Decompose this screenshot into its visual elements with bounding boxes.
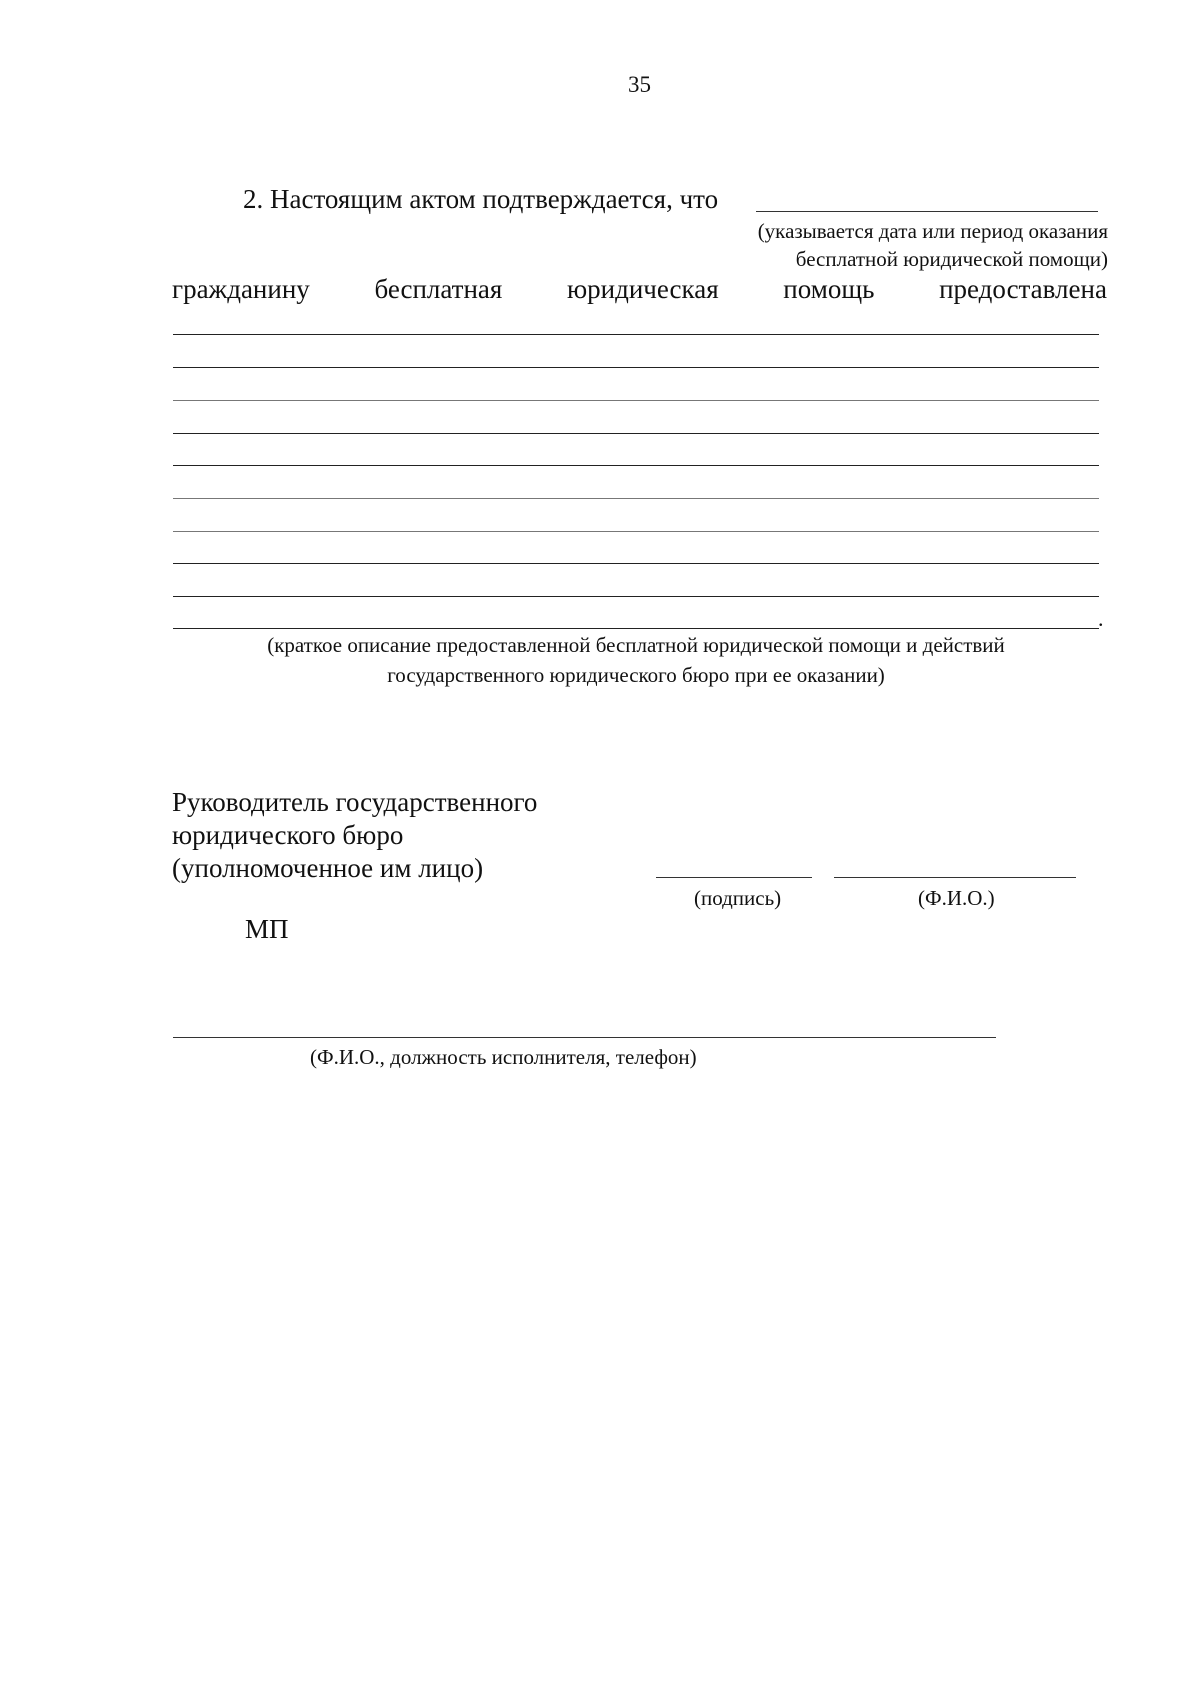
fill-line	[173, 334, 1099, 335]
fill-line	[173, 465, 1099, 466]
fill-line	[173, 367, 1099, 368]
fill-line	[173, 563, 1099, 564]
date-hint-line1: (указывается дата или период оказания	[757, 219, 1108, 243]
fill-line	[173, 596, 1099, 597]
signer-line2: юридического бюро	[172, 820, 404, 850]
end-period: .	[1098, 606, 1104, 631]
signature-blank-line	[656, 877, 812, 878]
name-caption: (Ф.И.О.)	[918, 886, 995, 910]
description-hint-line2: государственного юридического бюро при ее оказании)	[387, 663, 885, 687]
signer-line1: Руководитель государственного	[172, 787, 538, 817]
fill-line	[173, 628, 1099, 629]
fill-line	[173, 433, 1099, 434]
word-5: предоставлена	[939, 274, 1107, 304]
page-number: 35	[628, 72, 651, 97]
date-blank-line	[756, 211, 1098, 212]
word-3: юридическая	[567, 274, 719, 304]
fill-line	[173, 498, 1099, 499]
executor-blank-line	[173, 1037, 996, 1038]
paragraph-lead: 2. Настоящим актом подтверждается, что	[243, 184, 719, 214]
justified-sentence	[172, 274, 1107, 305]
seal-label: МП	[245, 914, 289, 944]
name-blank-line	[834, 877, 1076, 878]
executor-caption: (Ф.И.О., должность исполнителя, телефон)	[310, 1045, 697, 1069]
word-4: помощь	[783, 274, 875, 304]
signer-line3: (уполномоченное им лицо)	[172, 853, 484, 883]
word-1: гражданину	[172, 274, 310, 304]
signer-title	[172, 786, 537, 885]
word-2: бесплатная	[374, 274, 503, 304]
fill-line	[173, 400, 1099, 401]
fill-line	[173, 531, 1099, 532]
description-hint-line1: (краткое описание предоставленной бесплатной юридической помощи и действий	[267, 633, 1005, 657]
signature-caption: (подпись)	[694, 886, 782, 910]
date-hint-line2: бесплатной юридической помощи)	[795, 247, 1108, 271]
